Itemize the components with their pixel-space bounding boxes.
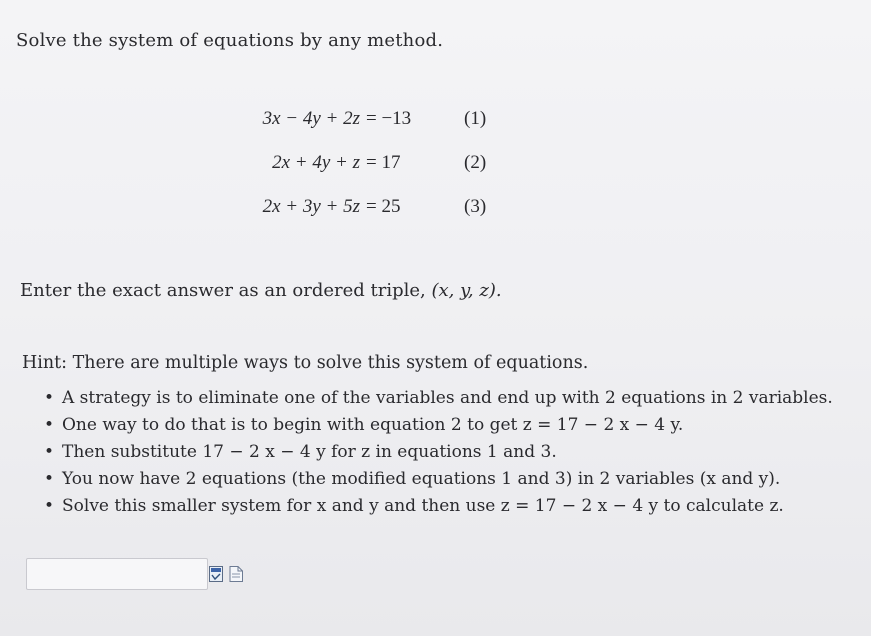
equation-editor-icon[interactable] bbox=[209, 566, 223, 582]
equation-rhs: = 17 bbox=[366, 152, 401, 173]
equation-rhs: = 25 bbox=[366, 196, 401, 217]
instruction-math: (x, y, z). bbox=[431, 280, 502, 301]
answer-input[interactable] bbox=[26, 558, 208, 590]
equation-label: (2) bbox=[464, 152, 487, 173]
hint-item: • Then substitute 17 − 2 x − 4 y for z in equations 1 and 3. bbox=[44, 439, 833, 466]
equation-lhs: 2x + 4y + z bbox=[272, 152, 360, 173]
hint-item: • A strategy is to eliminate one of the variables and end up with 2 equations in 2 variables. bbox=[44, 385, 833, 412]
preview-icon[interactable] bbox=[229, 566, 243, 582]
equation-lhs: 2x + 3y + 5z bbox=[262, 196, 360, 217]
equation-rhs: = −13 bbox=[366, 108, 412, 129]
hint-item: • Solve this smaller system for x and y and then use z = 17 − 2 x − 4 y to calculate z. bbox=[44, 493, 833, 520]
hint-title: Hint: There are multiple ways to solve this system of equations. bbox=[22, 353, 589, 373]
question-prompt: Solve the system of equations by any method. bbox=[16, 30, 444, 51]
hint-item: • One way to do that is to begin with equation 2 to get z = 17 − 2 x − 4 y. bbox=[44, 412, 833, 439]
answer-instruction bbox=[20, 280, 502, 301]
equation-label: (3) bbox=[464, 196, 487, 217]
instruction-text: Enter the exact answer as an ordered triple, bbox=[20, 280, 426, 301]
hint-list bbox=[44, 385, 833, 520]
hint-item: • You now have 2 equations (the modified equations 1 and 3) in 2 variables (x and y). bbox=[44, 466, 833, 493]
equation-lhs: 3x − 4y + 2z bbox=[262, 108, 360, 129]
equation-label: (1) bbox=[464, 108, 487, 129]
